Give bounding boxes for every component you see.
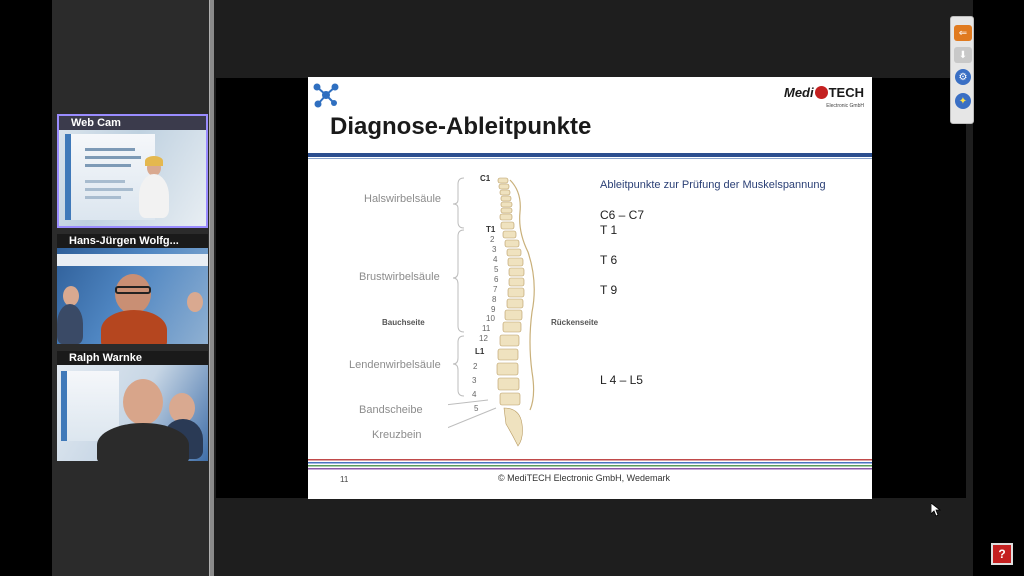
slide-copyright: © MediTECH Electronic GmbH, Wedemark <box>498 473 671 483</box>
slide-page-number: 11 <box>340 475 349 484</box>
brand-symbol-icon <box>815 86 828 99</box>
footer-stripes <box>308 459 872 471</box>
points-heading: Ableitpunkte zur Prüfung der Muskelspannung <box>600 179 826 191</box>
lightbulb-icon[interactable]: ✦ <box>955 93 971 109</box>
app-logo-icon[interactable]: ? <box>991 543 1013 565</box>
mark-l4: 4 <box>472 390 477 399</box>
webcam-tile[interactable] <box>57 114 208 228</box>
mark-t6: 6 <box>494 275 499 284</box>
brand-logo: Medi TECH <box>783 85 864 100</box>
participant-name: Hans-Jürgen Wolfg... <box>57 234 208 248</box>
mark-t1: T1 <box>486 225 496 234</box>
title-divider <box>308 153 872 157</box>
mark-l5: 5 <box>474 404 479 413</box>
point-l4-l5: L 4 – L5 <box>600 373 643 387</box>
mark-t3: 3 <box>492 245 497 254</box>
participant-tile-hans[interactable] <box>57 234 208 344</box>
mark-t7: 7 <box>493 285 498 294</box>
point-t1: T 1 <box>600 223 618 237</box>
video-feed <box>57 365 208 461</box>
spine-illustration <box>448 172 558 452</box>
label-bandscheibe: Bandscheibe <box>359 404 423 416</box>
participant-name: Web Cam <box>59 116 206 130</box>
slide-title: Diagnose-Ableitpunkte <box>330 113 592 140</box>
point-t9: T 9 <box>600 283 618 297</box>
mark-t8: 8 <box>492 295 497 304</box>
video-feed <box>57 248 208 344</box>
download-icon[interactable]: ⬇ <box>954 47 972 63</box>
mark-t11: 11 <box>482 324 491 333</box>
brand-subtitle: Electronic GmbH <box>826 103 864 109</box>
mark-l2: 2 <box>473 362 478 371</box>
exit-icon[interactable]: ⇐ <box>954 25 972 41</box>
label-lendenwirbelsaeule: Lendenwirbelsäule <box>349 359 441 371</box>
mark-l3: 3 <box>472 376 477 385</box>
molecule-logo-icon <box>312 81 340 109</box>
settings-icon[interactable]: ⚙ <box>955 69 971 85</box>
mark-t9: 9 <box>491 305 496 314</box>
participant-name: Ralph Warnke <box>57 351 208 365</box>
mark-t2: 2 <box>490 235 495 244</box>
presentation-slide <box>308 77 872 499</box>
mouse-cursor-icon <box>931 503 941 517</box>
mark-t5: 5 <box>494 265 499 274</box>
point-c6-c7: C6 – C7 <box>600 208 645 222</box>
video-feed <box>59 130 206 226</box>
mark-l1: L1 <box>475 347 485 356</box>
label-kreuzbein: Kreuzbein <box>372 429 422 441</box>
mark-c1: C1 <box>480 174 491 183</box>
label-bauchseite: Bauchseite <box>382 318 425 327</box>
label-brustwirbelsaeule: Brustwirbelsäule <box>359 271 440 283</box>
point-t6: T 6 <box>600 253 618 267</box>
participant-tile-ralph[interactable] <box>57 351 208 461</box>
title-divider-thin <box>308 158 872 159</box>
side-toolbar <box>950 16 974 124</box>
mark-t10: 10 <box>486 314 495 323</box>
label-rueckenseite: Rückenseite <box>551 318 599 327</box>
mark-t4: 4 <box>493 255 498 264</box>
mark-t12: 12 <box>479 334 488 343</box>
label-halswirbelsaeule: Halswirbelsäule <box>364 193 442 205</box>
